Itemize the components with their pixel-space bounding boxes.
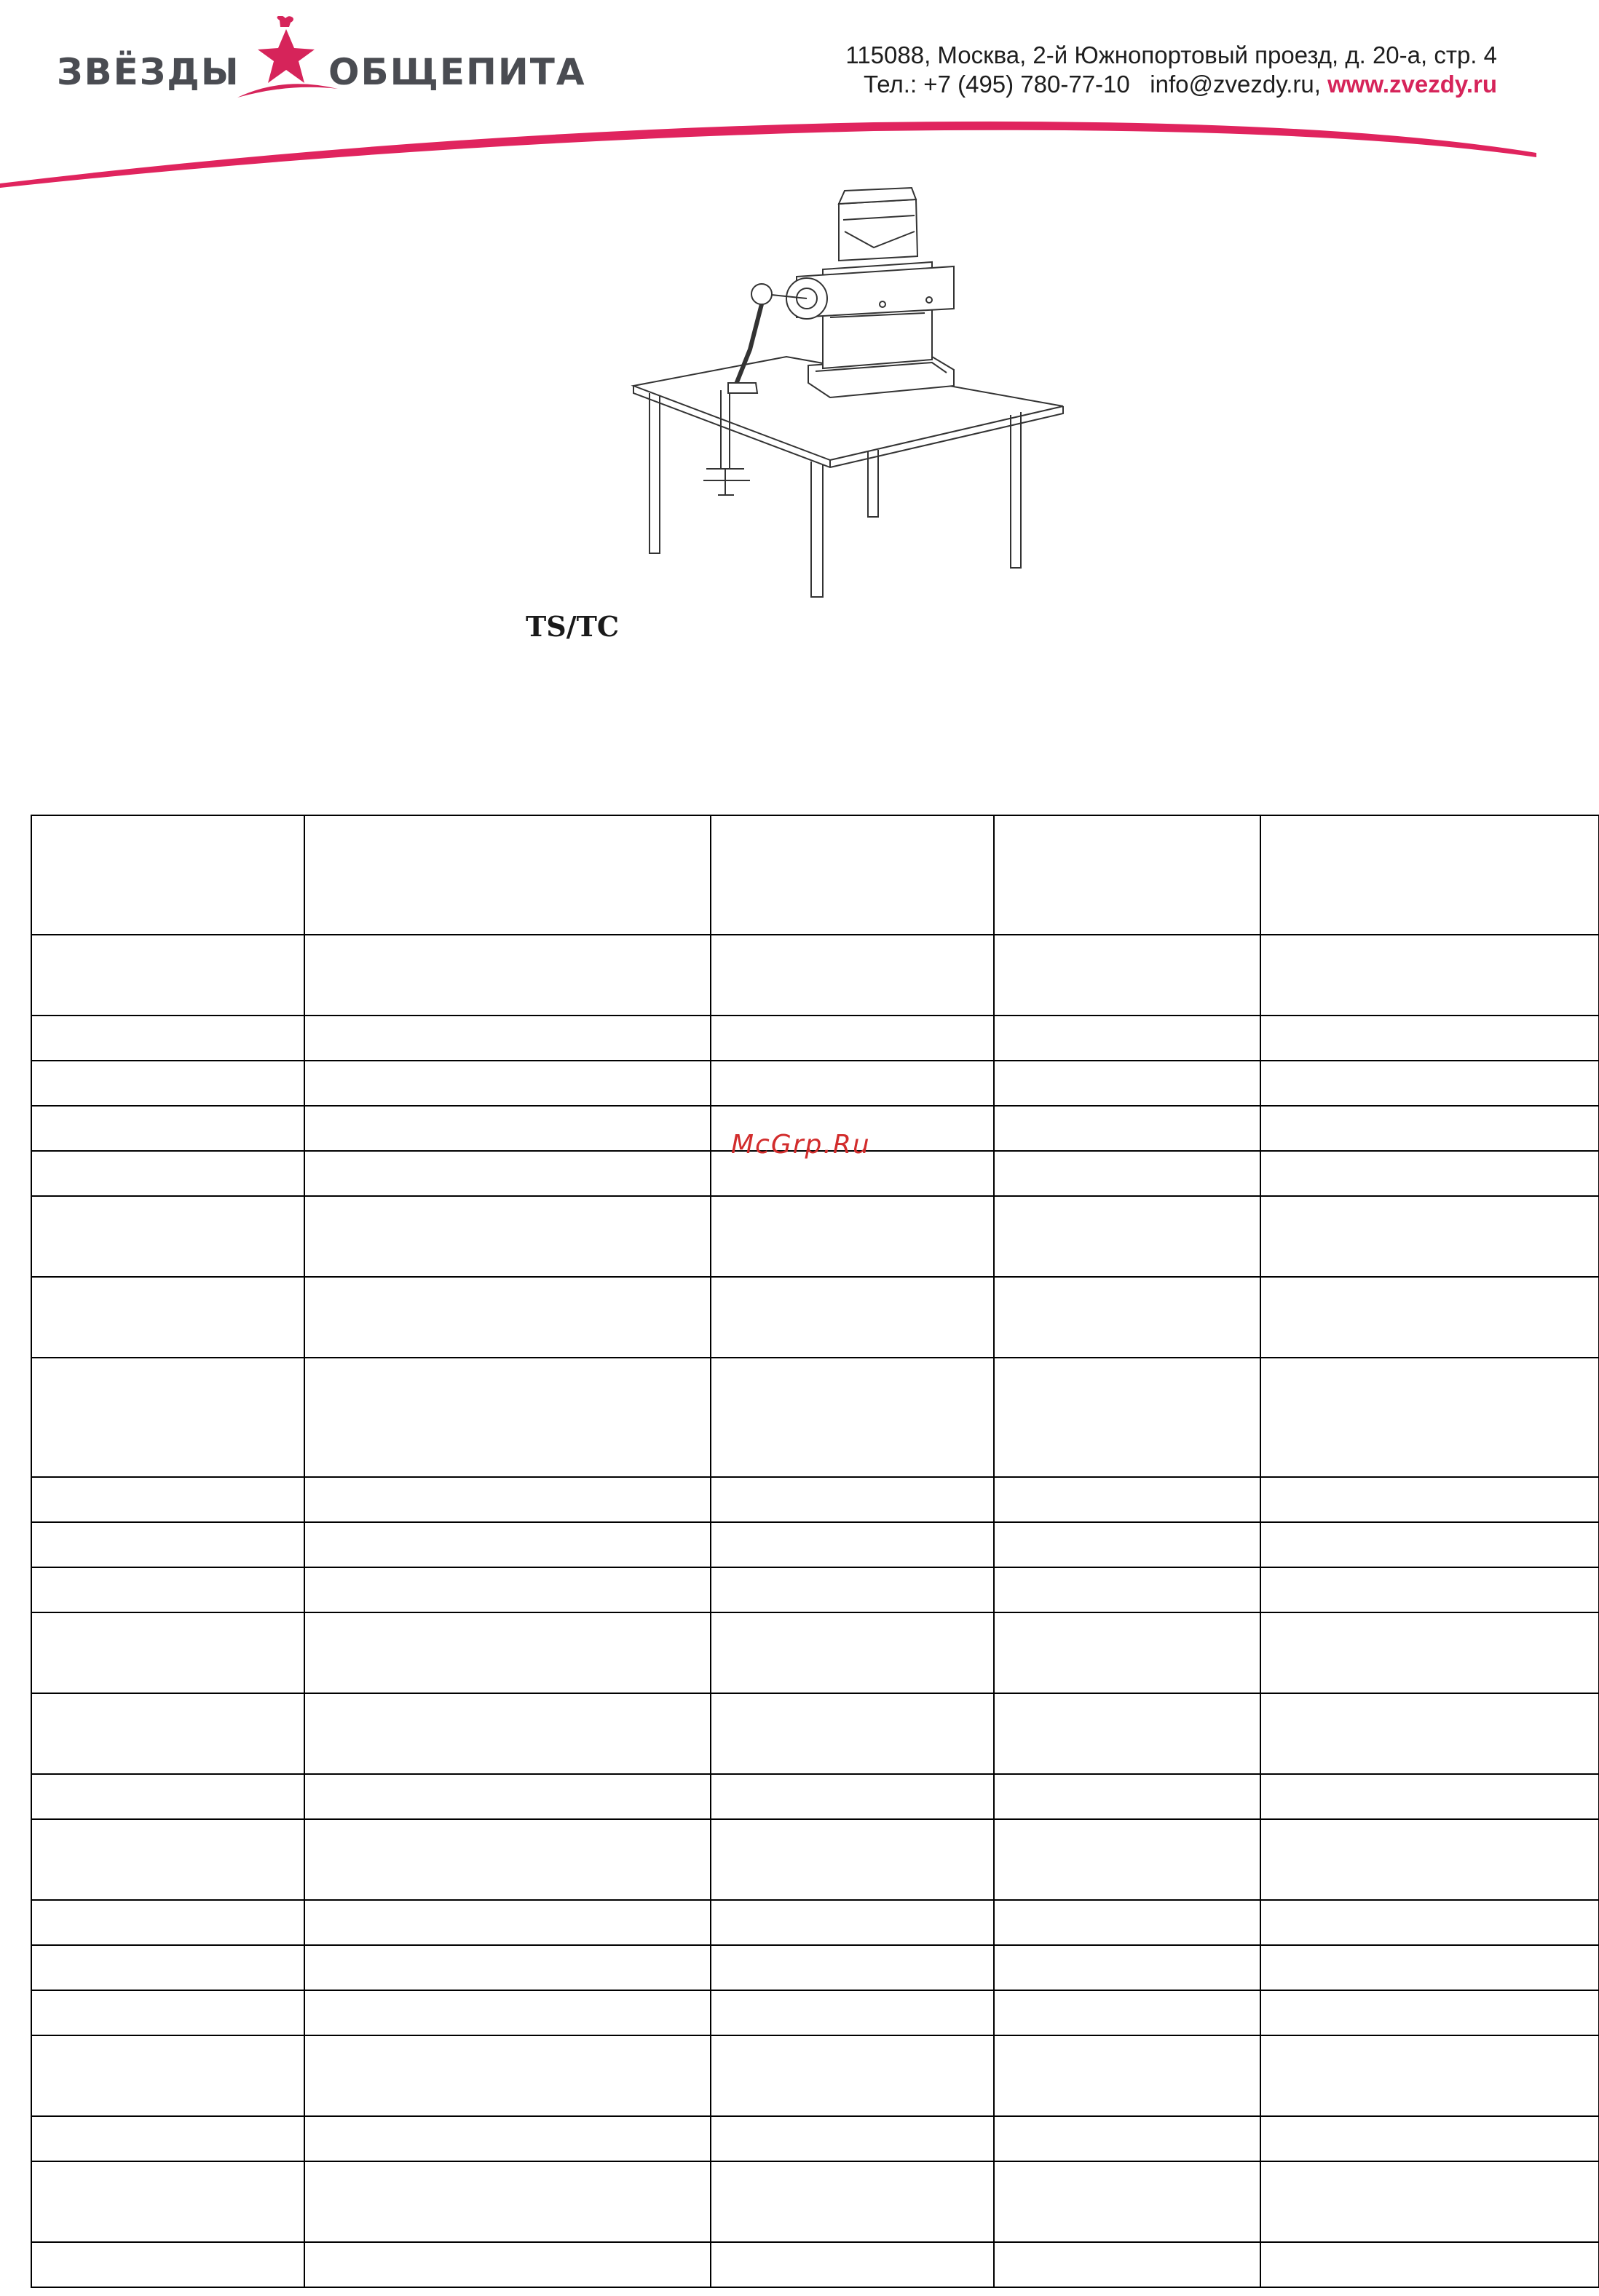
- table-cell: [31, 1477, 304, 1522]
- table-row: [31, 2035, 1599, 2116]
- table-cell: [1260, 1106, 1599, 1151]
- watermark-text: McGrp.Ru: [731, 1130, 871, 1160]
- table-cell: [304, 1477, 711, 1522]
- table-cell: [1260, 1061, 1599, 1106]
- table-cell: [304, 1016, 711, 1061]
- table-cell: [31, 1358, 304, 1477]
- spec-table-body: [31, 815, 1599, 2287]
- table-cell: [1260, 1567, 1599, 1612]
- table-cell: [304, 1196, 711, 1277]
- table-cell: [994, 1945, 1260, 1990]
- product-illustration: [612, 175, 1078, 604]
- table-cell: [31, 2116, 304, 2161]
- table-cell: [31, 2161, 304, 2242]
- table-cell: [994, 1567, 1260, 1612]
- table-cell: [31, 1016, 304, 1061]
- table-cell: [304, 2116, 711, 2161]
- table-cell: [304, 1277, 711, 1358]
- table-cell: [1260, 1358, 1599, 1477]
- table-cell: [711, 1567, 994, 1612]
- table-row: [31, 1567, 1599, 1612]
- table-row: [31, 1196, 1599, 1277]
- table-cell: [994, 1477, 1260, 1522]
- table-cell: [1260, 1277, 1599, 1358]
- table-cell: [1260, 1522, 1599, 1567]
- table-cell: [1260, 1900, 1599, 1945]
- table-cell: [711, 2161, 994, 2242]
- address-line: 115088, Москва, 2-й Южнопортовый проезд, д. 20-а, стр. 4: [845, 41, 1497, 68]
- table-cell: [994, 1196, 1260, 1277]
- table-cell: [304, 2242, 711, 2287]
- logo-word-left: ЗВЁЗДЫ: [57, 51, 240, 93]
- table-cell: [994, 1774, 1260, 1819]
- table-cell: [711, 1819, 994, 1900]
- table-cell: [1260, 1477, 1599, 1522]
- table-cell: [711, 1990, 994, 2035]
- table-cell: [711, 1693, 994, 1774]
- table-cell: [711, 1612, 994, 1693]
- table-cell: [31, 1522, 304, 1567]
- table-cell: [304, 815, 711, 935]
- table-cell: [711, 2242, 994, 2287]
- table-cell: [1260, 1612, 1599, 1693]
- table-cell: [1260, 1016, 1599, 1061]
- table-cell: [994, 2035, 1260, 2116]
- spec-table: [31, 815, 1599, 2288]
- table-cell: [304, 2035, 711, 2116]
- table-row: [31, 1990, 1599, 2035]
- table-cell: [994, 935, 1260, 1016]
- table-cell: [31, 1196, 304, 1277]
- table-cell: [304, 1774, 711, 1819]
- table-cell: [1260, 1774, 1599, 1819]
- table-cell: [711, 1196, 994, 1277]
- table-cell: [31, 1567, 304, 1612]
- table-cell: [711, 1900, 994, 1945]
- table-cell: [31, 1819, 304, 1900]
- email-link[interactable]: info@zvezdy.ru,: [1150, 71, 1321, 98]
- table-cell: [304, 2161, 711, 2242]
- table-cell: [1260, 1945, 1599, 1990]
- table-cell: [994, 2161, 1260, 2242]
- table-row: [31, 2116, 1599, 2161]
- table-cell: [31, 1106, 304, 1151]
- table-row: [31, 815, 1599, 935]
- table-cell: [304, 935, 711, 1016]
- table-cell: [1260, 2161, 1599, 2242]
- table-cell: [994, 1990, 1260, 2035]
- table-cell: [711, 2116, 994, 2161]
- table-cell: [304, 1151, 711, 1196]
- model-label: TS/TC: [526, 610, 620, 643]
- table-cell: [1260, 2035, 1599, 2116]
- table-cell: [31, 1774, 304, 1819]
- table-cell: [31, 1151, 304, 1196]
- table-cell: [994, 1016, 1260, 1061]
- table-row: [31, 1277, 1599, 1358]
- company-logo: [57, 16, 586, 103]
- table-cell: [711, 1277, 994, 1358]
- table-cell: [711, 1774, 994, 1819]
- table-cell: [304, 1990, 711, 2035]
- table-cell: [304, 1567, 711, 1612]
- table-cell: [994, 1061, 1260, 1106]
- table-cell: [304, 1819, 711, 1900]
- table-cell: [711, 1477, 994, 1522]
- table-cell: [994, 1358, 1260, 1477]
- table-cell: [31, 815, 304, 935]
- table-cell: [994, 1819, 1260, 1900]
- table-cell: [711, 2035, 994, 2116]
- star-chef-icon: [232, 16, 341, 103]
- contact-block: [845, 41, 1497, 99]
- table-cell: [994, 2116, 1260, 2161]
- phone-text: Тел.: +7 (495) 780-77-10: [863, 71, 1130, 98]
- table-cell: [1260, 1151, 1599, 1196]
- table-cell: [304, 1106, 711, 1151]
- table-cell: [31, 1277, 304, 1358]
- table-row: [31, 1358, 1599, 1477]
- table-cell: [711, 1358, 994, 1477]
- phone-email-line: [845, 70, 1497, 99]
- table-cell: [304, 1522, 711, 1567]
- table-cell: [31, 1061, 304, 1106]
- table-cell: [31, 2035, 304, 2116]
- table-cell: [994, 1522, 1260, 1567]
- table-cell: [304, 1358, 711, 1477]
- table-cell: [711, 1522, 994, 1567]
- table-cell: [994, 1693, 1260, 1774]
- table-row: [31, 1900, 1599, 1945]
- table-cell: [1260, 935, 1599, 1016]
- table-row: [31, 1693, 1599, 1774]
- table-cell: [1260, 1990, 1599, 2035]
- table-row: [31, 2161, 1599, 2242]
- table-cell: [1260, 1819, 1599, 1900]
- table-cell: [31, 1945, 304, 1990]
- table-cell: [1260, 1196, 1599, 1277]
- table-cell: [31, 2242, 304, 2287]
- table-cell: [304, 1945, 711, 1990]
- table-cell: [711, 1061, 994, 1106]
- table-cell: [304, 1612, 711, 1693]
- table-cell: [994, 2242, 1260, 2287]
- table-cell: [31, 1693, 304, 1774]
- table-cell: [1260, 2116, 1599, 2161]
- table-row: [31, 1774, 1599, 1819]
- table-cell: [994, 1106, 1260, 1151]
- table-cell: [994, 815, 1260, 935]
- table-row: [31, 1016, 1599, 1061]
- table-cell: [31, 1612, 304, 1693]
- table-row: [31, 1819, 1599, 1900]
- logo-word-right: ОБЩЕПИТА: [328, 51, 586, 93]
- table-row: [31, 1061, 1599, 1106]
- table-cell: [1260, 1693, 1599, 1774]
- table-cell: [711, 935, 994, 1016]
- website-link[interactable]: www.zvezdy.ru: [1327, 71, 1497, 98]
- table-cell: [304, 1061, 711, 1106]
- table-row: [31, 1945, 1599, 1990]
- table-cell: [711, 815, 994, 935]
- table-cell: [31, 935, 304, 1016]
- table-cell: [1260, 2242, 1599, 2287]
- table-cell: [304, 1693, 711, 1774]
- table-row: [31, 935, 1599, 1016]
- table-row: [31, 1522, 1599, 1567]
- table-cell: [1260, 815, 1599, 935]
- table-cell: [711, 1016, 994, 1061]
- table-cell: [994, 1900, 1260, 1945]
- table-cell: [31, 1900, 304, 1945]
- table-cell: [711, 1945, 994, 1990]
- table-cell: [994, 1612, 1260, 1693]
- table-cell: [31, 1990, 304, 2035]
- table-cell: [994, 1151, 1260, 1196]
- table-row: [31, 1612, 1599, 1693]
- table-cell: [304, 1900, 711, 1945]
- table-row: [31, 1477, 1599, 1522]
- table-cell: [994, 1277, 1260, 1358]
- table-row: [31, 2242, 1599, 2287]
